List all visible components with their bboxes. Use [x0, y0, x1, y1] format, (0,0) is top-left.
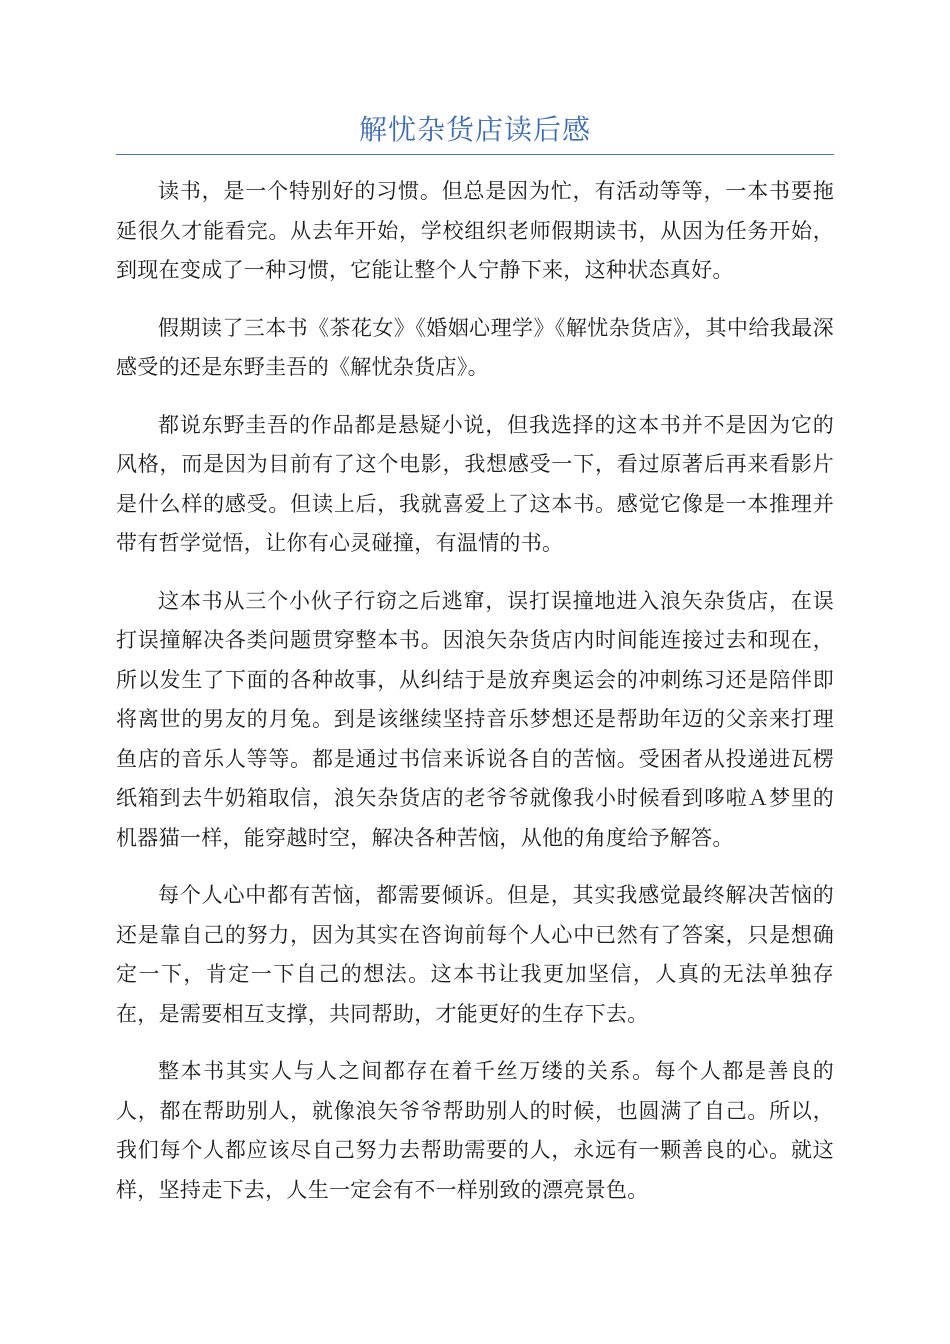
paragraph-5: 每个人心中都有苦恼，都需要倾诉。但是，其实我感觉最终解决苦恼的还是靠自己的努力，因为其实在咨询前每个人心中已然有了答案，只是想确定一下，肯定一下自己的想法。这本书让我更加坚信，人真的无法单独存在，是需要相互支撑，共同帮助，才能更好的生存下去。 [116, 883, 834, 1026]
document-title: 解忧杂货店读后感 [358, 113, 591, 146]
paragraph-2: 假期读了三本书《茶花女》《婚姻心理学》《解忧杂货店》，其中给我最深感受的还是东野圭吾的《解忧杂货店》。 [116, 315, 834, 379]
paragraph-4: 这本书从三个小伙子行窃之后逃窜，误打误撞地进入浪矢杂货店，在误打误撞解决各类问题贯穿整本书。因浪矢杂货店内时间能连接过去和现在，所以发生了下面的各种故事，从纠结于是放弃奥运会的冲刺练习还是陪伴即将离世的男友的月兔。到是该继续坚持音乐梦想还是帮助年迈的父亲来打理鱼店的音乐人等等。都是通过书信来诉说各自的苦恼。受困者从投递进瓦楞纸箱到去牛奶箱取信，浪矢杂货店的老爷爷就像我小时候看到哆啦Ａ梦里的机器猫一样，能穿越时空，解决各种苦恼，从他的角度给予解答。 [116, 588, 834, 850]
paragraph-6: 整本书其实人与人之间都存在着千丝万缕的关系。每个人都是善良的人，都在帮助别人，就像浪矢爷爷帮助别人的时候，也圆满了自己。所以，我们每个人都应该尽自己努力去帮助需要的人，永远有一颗善良的心。就这样，坚持走下去，人生一定会有不一样别致的漂亮景色。 [116, 1059, 834, 1202]
paragraph-1: 读书，是一个特别好的习惯。但总是因为忙，有活动等等，一本书要拖延很久才能看完。从去年开始，学校组织老师假期读书，从因为任务开始，到现在变成了一种习惯，它能让整个人宁静下来，这种状态真好。 [116, 179, 834, 282]
paragraph-3: 都说东野圭吾的作品都是悬疑小说，但我选择的这本书并不是因为它的风格，而是因为目前有了这个电影，我想感受一下，看过原著后再来看影片是什么样的感受。但读上后，我就喜爱上了这本书。感觉它像是一本推理并带有哲学觉悟，让你有心灵碰撞，有温情的书。 [116, 412, 834, 555]
title-underline-divider [116, 154, 834, 155]
document-body [116, 172, 834, 1228]
